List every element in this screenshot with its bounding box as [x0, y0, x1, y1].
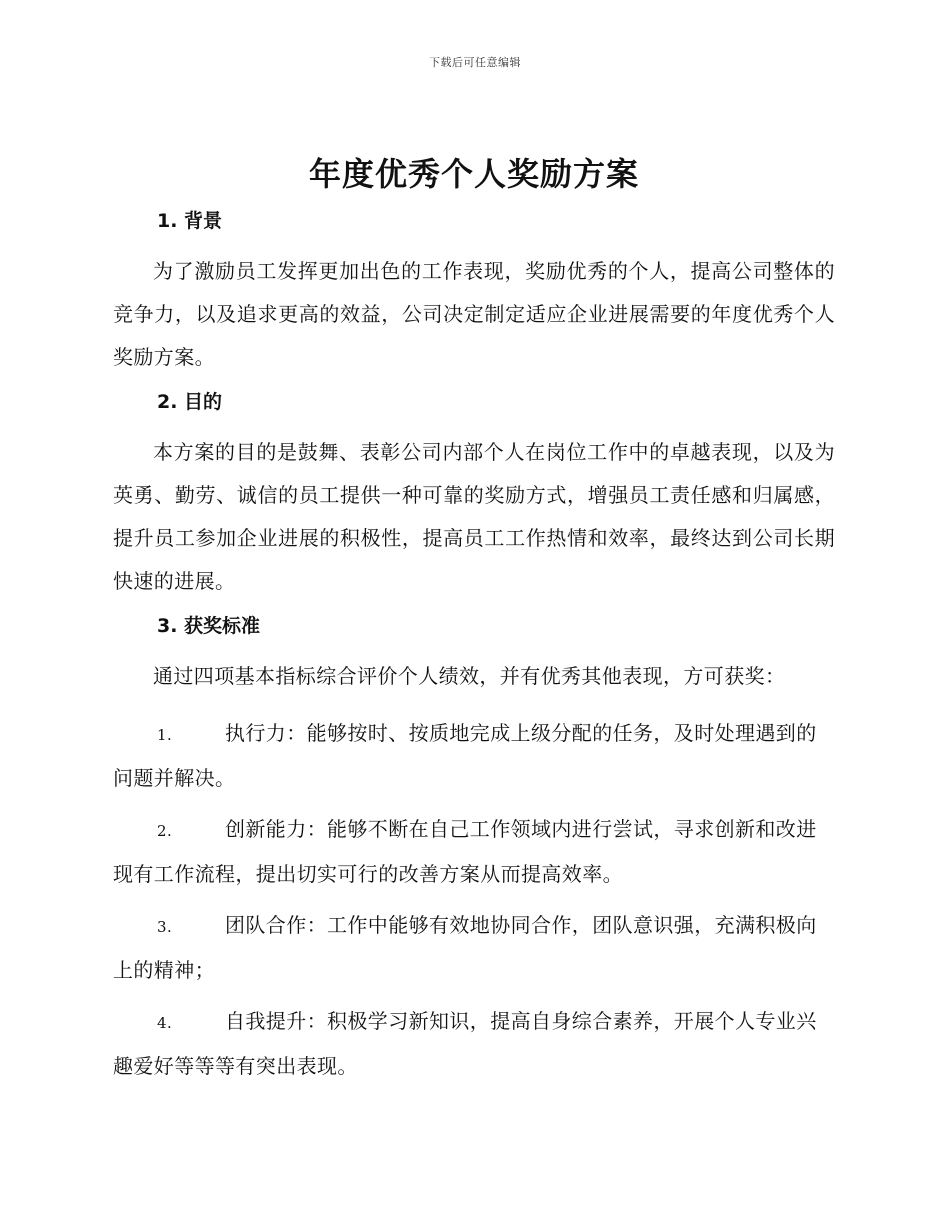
list-item-text: 团队合作：工作中能够有效地协同合作，团队意识强，充满积极向上的精神；	[113, 913, 817, 982]
list-number: 1.	[157, 726, 173, 744]
list-item-text: 创新能力：能够不断在自己工作领域内进行尝试，寻求创新和改进现有工作流程，提出切实可行的改善方案从而提高效率。	[113, 817, 817, 886]
list-number: 2.	[157, 822, 173, 840]
paragraph: 通过四项基本指标综合评价个人绩效，并有优秀其他表现，方可获奖：	[153, 664, 786, 688]
section-award-criteria	[113, 611, 835, 1088]
list-item-text: 自我提升：积极学习新知识，提高自身综合素养，开展个人专业兴趣爱好等等等有突出表现。	[113, 1009, 817, 1078]
section-purpose	[113, 387, 835, 603]
section-background	[113, 206, 835, 379]
page-header: 下载后可任意编辑	[429, 56, 521, 69]
list-item-text: 执行力：能够按时、按质地完成上级分配的任务，及时处理遇到的问题并解决。	[113, 721, 817, 790]
paragraph: 为了激励员工发挥更加出色的工作表现，奖励优秀的个人，提高公司整体的竞争力，以及追求更高的效益，公司决定制定适应企业进展需要的年度优秀个人奖励方案。	[113, 259, 835, 369]
paragraph: 本方案的目的是鼓舞、表彰公司内部个人在岗位工作中的卓越表现，以及为英勇、勤劳、诚信的员工提供一种可靠的奖励方式，增强员工责任感和归属感，提升员工参加企业进展的积极性，提高员工工作热情和效率，最终达到公司长期快速的进展。	[113, 440, 835, 593]
document-body	[113, 150, 835, 1088]
document-title: 年度优秀个人奖励方案	[308, 155, 639, 193]
list-item	[113, 808, 835, 896]
section-heading: 3. 获奖标准	[157, 615, 261, 637]
section-heading: 2. 目的	[157, 391, 223, 413]
list-item	[113, 904, 835, 992]
list-item	[113, 1000, 835, 1088]
list-number: 3.	[157, 918, 173, 936]
section-heading: 1. 背景	[157, 210, 223, 232]
list-item	[113, 712, 835, 800]
list-number: 4.	[157, 1014, 173, 1032]
